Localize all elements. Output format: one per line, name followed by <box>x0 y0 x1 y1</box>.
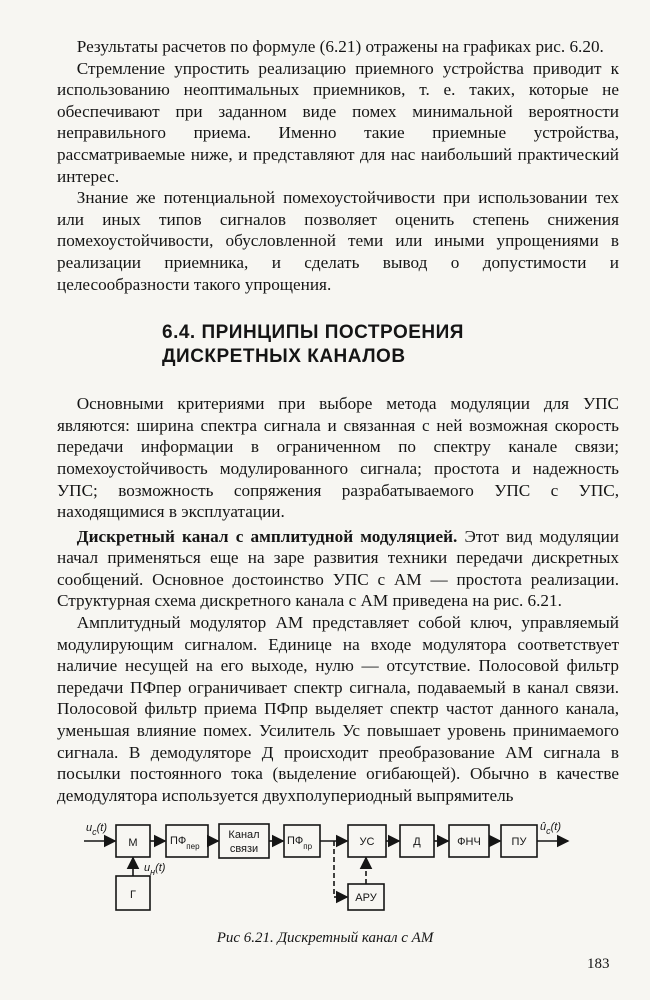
page-body <box>57 36 619 806</box>
block-pf-pr-label: $ПФ_{пр}$ <box>287 835 313 851</box>
paragraph-5 <box>57 526 619 612</box>
paragraph-5-rest: Этот вид модуляции начал применяться еще на заре развития техники передачи дискретных сообщений. Основное достоинство УПС с АМ — простота реализации. Структурная схема дискретного канала с АМ приведена на рис. 6.21. <box>57 526 620 611</box>
page-number: 183 <box>587 956 610 972</box>
paragraph-3: Знание же потенциальной помехоустойчивости при использовании тех или иных типов сигналов позволяет оценить степень снижения помехоустойчивости, обусловленной теми или иными упрощениями в реализации приемника, и сделать вывод о допустимости и целесообразности такого упрощения. <box>57 188 619 294</box>
block-diagram-svg <box>82 808 572 924</box>
carrier-signal-label: $u_н(t)$ <box>144 862 166 877</box>
block-aru-label: АРУ <box>355 892 377 904</box>
block-fnch-label: ФНЧ <box>457 836 481 848</box>
paragraph-1: Результаты расчетов по формуле (6.21) отражены на графиках рис. 6.20. <box>76 37 604 56</box>
paragraph-2: Стремление упростить реализацию приемного устройства приводит к использованию неоптимальных приемников, т. е. таких, которые не обеспечивают при заданном виде помех минимальной вероятности неправильного приема. Именно такие приемные устройства, рассматриваемые ниже, и представляют для нас наибольший практический интерес. <box>57 58 619 186</box>
block-pu-label: ПУ <box>511 836 527 848</box>
block-channel-label-2: связи <box>229 843 259 855</box>
section-heading <box>162 321 619 369</box>
heading-line-1: 6.4. ПРИНЦИПЫ ПОСТРОЕНИЯ <box>162 322 464 344</box>
heading-line-2: ДИСКРЕТНЫХ КАНАЛОВ <box>162 346 406 368</box>
input-signal-label: $u_с(t)$ <box>86 822 108 837</box>
block-m-label: М <box>128 837 138 849</box>
paragraph-6: Амплитудный модулятор АМ представляет собой ключ, управляемый модулирующим сигналом. Единице на входе модулятора соответствует наличие несущей на его выходе, нулю — отсутствие. Полосовой фильтр передачи ПФпер ограничивает спектр сигнала, подаваемый в канал связи. Полосовой фильтр приема ПФпр выделяет спектр частот данного канала, уменьшая влияние помех. Усилитель Ус повышает уровень принимаемого сигнала. В демодуляторе Д происходит преобразование АМ сигнала в посылки постоянного тока (выделение огибающей). Обычно в качестве демодулятора используется двухполупериодный выпрямитель <box>57 613 619 805</box>
paragraph-5-lead: Дискретный канал с амплитудной модуляцией. <box>76 526 458 546</box>
paragraph-4: Основными критериями при выборе метода модуляции для УПС являются: ширина спектра сигнала и связанная с ней возможная скорость передачи информации в ограниченном по спектру канале связи; помехоустойчивость модулированного сигнала; простота и надежность УПС; возможность сопряжения разрабатываемого УПС с УПС, находящимися в эксплуатации. <box>57 394 619 522</box>
block-diagram <box>82 808 572 924</box>
block-d-label: Д <box>413 836 421 848</box>
block-channel-label-1: Канал <box>228 829 260 841</box>
block-g-label: Г <box>130 889 136 901</box>
block-pf-per-label: $ПФ_{пер}$ <box>170 835 200 851</box>
output-signal-label: $û_с(t)$ <box>540 821 562 836</box>
block-us-label: УС <box>359 836 375 848</box>
figure-caption: Рис 6.21. Дискретный канал с АМ <box>216 930 434 946</box>
